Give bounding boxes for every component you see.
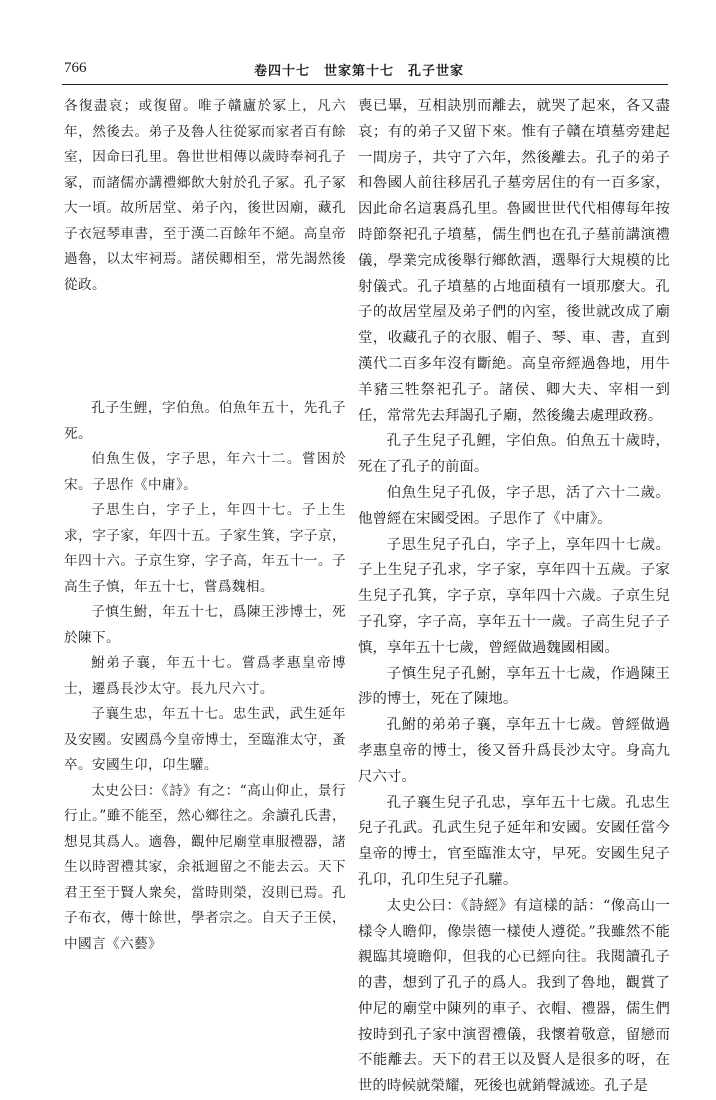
header-rule [62,84,668,85]
right-paragraph-8: 太史公曰：《詩經》有這樣的話：“像高山一樣令人瞻仰，像崇德一樣使人遵從。”我雖然不能親臨其境瞻仰，但我的心已經向往。我閱讀孔子的書，想到了孔子的爲人。我到了魯地，觀賞了仲尼的廟堂中陳列的車子、衣帽、禮器，儒生們按時到孔子家中演習禮儀，我懷着敬意，留戀而不能離去。天下的君王以及賢人是很多的呀，在世的時候就榮耀，死後也就銷聲滅迹。孔子是 [358,897,670,1095]
running-head: 卷四十七 世家第十七 孔子世家 [254,64,465,79]
classical-text-column [64,94,346,957]
right-paragraph-7: 孔子襄生兒子孔忠，享年五十七歲。孔忠生兒子孔武。孔武生兒子延年和安國。安國任當今皇帝的博士，官至臨淮太守，早死。安國生兒子孔卬，孔卬生兒子孔驩。 [358,794,670,888]
right-paragraph-3: 伯魚生兒子孔伋，字子思，活了六十二歲。他曾經在宋國受困。子思作了《中庸》。 [358,484,670,527]
left-paragraph-8: 太史公曰：《詩》有之：“高山仰止，景行行止。”雖不能至，然心鄉往之。余讀孔氏書，想見其爲人。適魯，觀仲尼廟堂車服禮器，諸生以時習禮其家，余祗迴留之不能去云。天下君王至于賢人衆矣，當時則榮，沒則已焉。孔子布衣，傳十餘世，學者宗之。自天子王侯，中國言《六藝》 [64,782,346,952]
left-paragraph-3: 伯魚生伋，字子思，年六十二。嘗困於宋。子思作《中庸》。 [64,451,346,493]
left-paragraph-5: 子慎生鮒，年五十七，爲陳王涉博士，死於陳下。 [64,604,346,646]
left-paragraph-7: 子襄生忠，年五十七。忠生武，武生延年及安國。安國爲今皇帝博士，至臨淮太守，蚤卒。安國生卬，卬生驩。 [64,706,346,773]
section-gap [64,298,346,396]
right-paragraph-1: 喪已畢，互相訣別而離去，就哭了起來，各又盡哀；有的弟子又留下來。惟有子贛在墳墓旁建起一間房子，共守了六年，然後離去。孔子的弟子和魯國人前往移居孔子墓旁居住的有一百多家，因此命名這裏爲孔里。魯國世世代代相傳每年按時節祭祀孔子墳墓，儒生們也在孔子墓前講演禮儀，學業完成後舉行鄉飲酒，選舉行大規模的比射儀式。孔子墳墓的占地面積有一頃那麼大。孔子的故居堂屋及弟子們的內室，後世就改成了廟堂，收藏孔子的衣服、帽子、琴、車、書，直到漢代二百多年沒有斷絶。高皇帝經過魯地，用牛羊豬三牲祭祀孔子。諸侯、卿大夫、宰相一到任，常常先去拜謁孔子廟，然後纔去處理政務。 [358,98,670,424]
page-number: 766 [64,60,87,76]
left-paragraph-6: 鮒弟子襄，年五十七。嘗爲孝惠皇帝博士，遷爲長沙太守。長九尺六寸。 [64,655,346,697]
left-paragraph-1: 各復盡哀；或復留。唯子贛廬於冢上，凡六年，然後去。弟子及魯人往從冢而家者百有餘室，因命曰孔里。魯世世相傳以歲時奉祠孔子冢，而諸儒亦講禮鄉飲大射於孔子冢。孔子冢大一頃。故所居堂、弟子內，後世因廟，藏孔子衣冠琴車書，至于漢二百餘年不絕。高皇帝過魯，以太牢祠焉。諸侯卿相至，常先謁然後從政。 [64,98,346,293]
page-header [64,56,668,84]
left-paragraph-2: 孔子生鯉，字伯魚。伯魚年五十，先孔子死。 [64,400,346,442]
translation-column [358,94,670,1100]
right-paragraph-6: 孔鮒的弟弟子襄，享年五十七歲。曾經做過孝惠皇帝的博士，後又晉升爲長沙太守。身高九尺六寸。 [358,717,670,785]
left-paragraph-4: 子思生白，字子上，年四十七。子上生求，字子家，年四十五。子家生箕，字子京，年四十六。子京生穿，字子高，年五十一。子高生子慎，年五十七，嘗爲魏相。 [64,502,346,595]
right-paragraph-4: 子思生兒子孔白，字子上，享年四十七歲。子上生兒子孔求，字子家，享年四十五歲。子家生兒子孔箕，字子京，享年四十六歲。子京生兒子孔穿，字子高，享年五十一歲。子高生兒子子慎，享年五十七歲，曾經做過魏國相國。 [358,536,670,656]
right-paragraph-2: 孔子生兒子孔鯉，字伯魚。伯魚五十歲時，死在了孔子的前面。 [358,433,670,476]
right-paragraph-5: 子慎生兒子孔鮒，享年五十七歲，作過陳王涉的博士，死在了陳地。 [358,665,670,708]
